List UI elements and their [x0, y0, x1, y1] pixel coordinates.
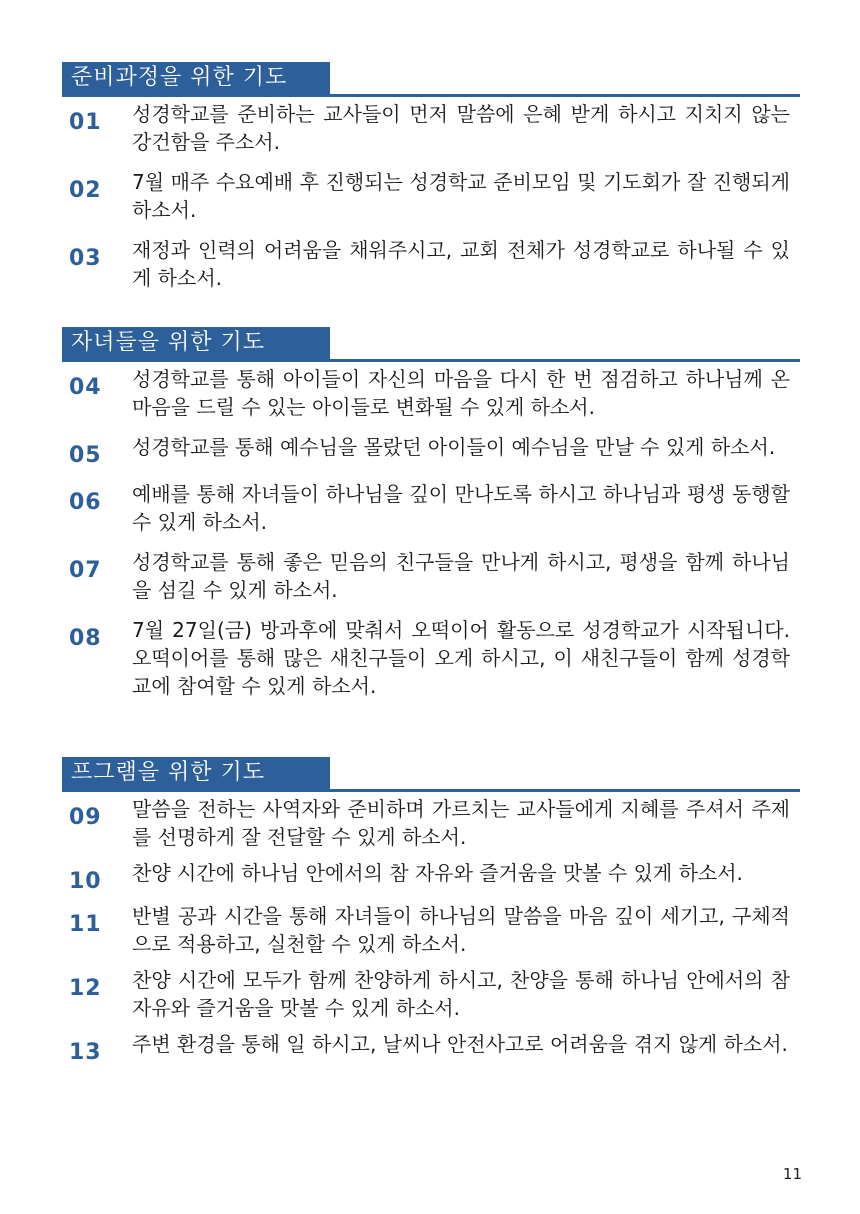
prayer-item [62, 902, 800, 958]
item-number: 06 [69, 490, 102, 515]
section-header [62, 62, 800, 97]
item-number: 05 [69, 443, 102, 468]
section-header [62, 757, 800, 792]
item-number: 02 [69, 178, 102, 203]
prayer-item [62, 480, 800, 536]
item-number: 08 [69, 626, 102, 651]
prayer-item [62, 548, 800, 604]
item-text: 7월 27일(금) 방과후에 맞춰서 오떡이어 활동으로 성경학교가 시작됩니다. 오떡이어를 통해 많은 새친구들이 오게 하시고, 이 새친구들이 함께 성경학교에 참여할 수 있게 하소서. [132, 618, 790, 698]
item-number: 10 [69, 869, 102, 894]
item-number: 09 [69, 805, 102, 830]
item-text: 예배를 통해 자녀들이 하나님을 깊이 만나도록 하시고 하나님과 평생 동행할 수 있게 하소서. [132, 482, 790, 534]
prayer-item [62, 616, 800, 700]
item-number: 04 [69, 375, 102, 400]
item-number: 07 [69, 558, 102, 583]
section-program [62, 757, 800, 1065]
prayer-item [62, 100, 800, 156]
prayer-item [62, 795, 800, 851]
item-number: 12 [69, 976, 102, 1001]
item-text: 7월 매주 수요예배 후 진행되는 성경학교 준비모임 및 기도회가 잘 진행되게 하소서. [132, 170, 790, 222]
prayer-item [62, 433, 800, 468]
item-text: 성경학교를 통해 좋은 믿음의 친구들을 만나게 하시고, 평생을 함께 하나님을 섬길 수 있게 하소서. [132, 550, 790, 602]
item-number: 03 [69, 246, 102, 271]
item-text: 성경학교를 준비하는 교사들이 먼저 말씀에 은혜 받게 하시고 지치지 않는 강건함을 주소서. [132, 102, 790, 154]
item-number: 13 [69, 1040, 102, 1065]
prayer-item [62, 859, 800, 894]
item-text: 성경학교를 통해 예수님을 몰랐던 아이들이 예수님을 만날 수 있게 하소서. [132, 435, 776, 459]
section-header [62, 327, 800, 362]
item-text: 말씀을 전하는 사역자와 준비하며 가르치는 교사들에게 지혜를 주셔서 주제를 선명하게 잘 전달할 수 있게 하소서. [132, 797, 790, 849]
item-number: 11 [69, 912, 102, 937]
section-title: 준비과정을 위한 기도 [62, 62, 330, 94]
prayer-item [62, 168, 800, 224]
section-children [62, 327, 800, 700]
prayer-item [62, 365, 800, 421]
item-text: 찬양 시간에 모두가 함께 찬양하게 하시고, 찬양을 통해 하나님 안에서의 참 자유와 즐거움을 맛볼 수 있게 하소서. [132, 968, 790, 1020]
item-text: 성경학교를 통해 아이들이 자신의 마음을 다시 한 번 점검하고 하나님께 온 마음을 드릴 수 있는 아이들로 변화될 수 있게 하소서. [132, 367, 790, 419]
page-number: 11 [782, 1165, 802, 1183]
item-number: 01 [69, 110, 102, 135]
section-title: 프그램을 위한 기도 [62, 757, 330, 789]
item-text: 주변 환경을 통해 일 하시고, 날씨나 안전사고로 어려움을 겪지 않게 하소서. [132, 1032, 788, 1056]
prayer-item [62, 966, 800, 1022]
item-text: 재정과 인력의 어려움을 채워주시고, 교회 전체가 성경학교로 하나될 수 있게 하소서. [132, 238, 790, 290]
section-title: 자녀들을 위한 기도 [62, 327, 330, 359]
item-text: 반별 공과 시간을 통해 자녀들이 하나님의 말씀을 마음 깊이 세기고, 구체적으로 적용하고, 실천할 수 있게 하소서. [132, 904, 790, 956]
prayer-item [62, 1030, 800, 1065]
prayer-item [62, 236, 800, 292]
item-text: 찬양 시간에 하나님 안에서의 참 자유와 즐거움을 맛볼 수 있게 하소서. [132, 861, 743, 885]
section-preparation [62, 62, 800, 292]
